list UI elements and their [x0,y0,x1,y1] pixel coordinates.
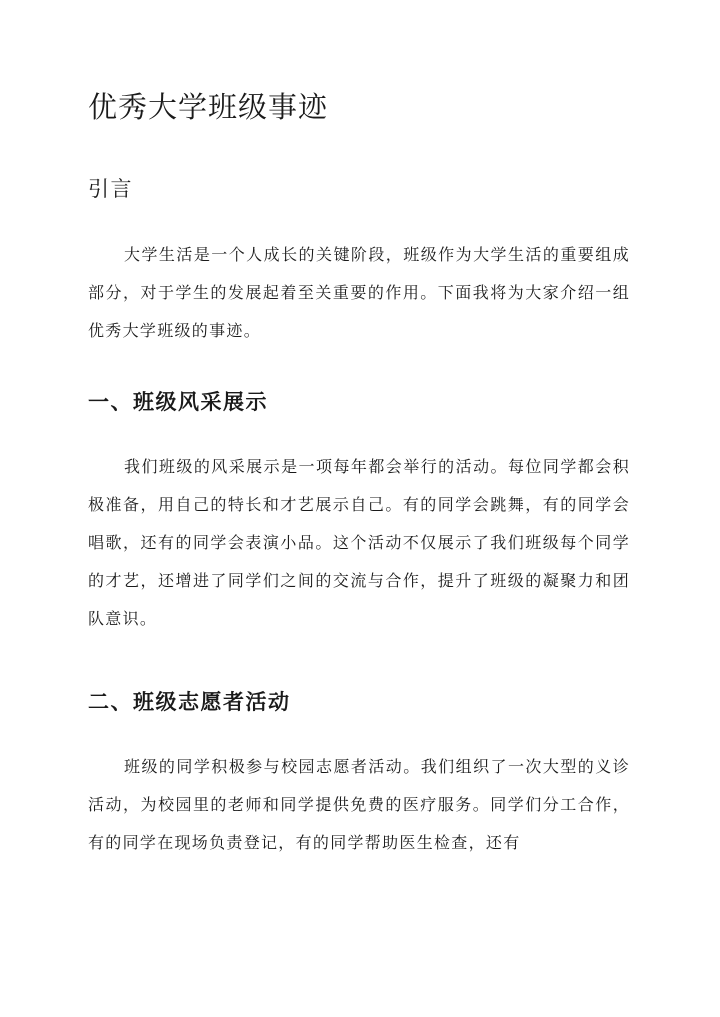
paragraph-volunteer-activities: 班级的同学积极参与校园志愿者活动。我们组织了一次大型的义诊活动，为校园里的老师和同学提供免费的医疗服务。同学们分工合作，有的同学在现场负责登记，有的同学帮助医生检查，还有 [88,757,630,852]
section-heading-class-showcase: 一、班级风采展示 [88,389,268,414]
paragraph-class-showcase: 我们班级的风采展示是一项每年都会举行的活动。每位同学都会积极准备，用自己的特长和才艺展示自己。有的同学会跳舞，有的同学会唱歌，还有的同学会表演小品。这个活动不仅展示了我们班级每个同学的才艺，还增进了同学们之间的交流与合作，提升了班级的凝聚力和团队意识。 [88,457,630,628]
section-heading-introduction: 引言 [88,177,133,201]
paragraph-introduction: 大学生活是一个人成长的关键阶段，班级作为大学生活的重要组成部分，对于学生的发展起着至关重要的作用。下面我将为大家介绍一组优秀大学班级的事迹。 [88,245,630,340]
section-heading-volunteer-activities: 二、班级志愿者活动 [88,689,291,714]
document-title: 优秀大学班级事迹 [88,90,329,124]
